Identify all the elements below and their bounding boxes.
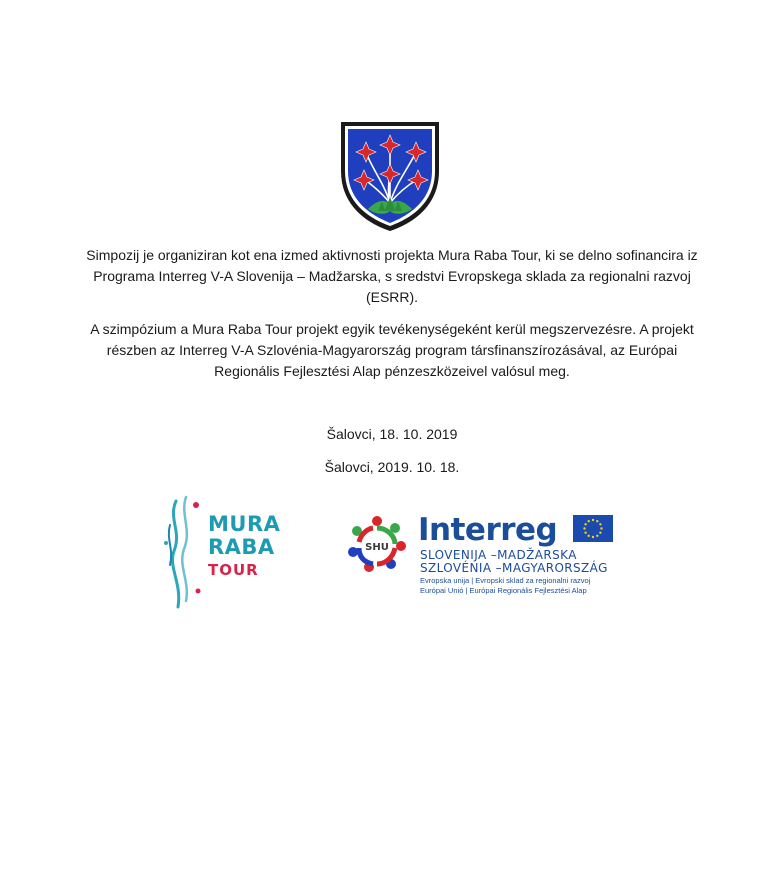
interreg-line-slovenija: SLOVENIJA –MADŽARSKA: [420, 548, 577, 562]
interreg-wordmark: Interreg: [418, 512, 558, 548]
logo-text-tour: TOUR: [208, 561, 259, 579]
paragraph-hungarian: A szimpózium a Mura Raba Tour projekt egyik tevékenységeként kerül megszervezésre. A projekt részben az Interreg V-A Szlovénia-Magyarország program társfinanszírozásával, az Európai Regionális Fejlesztési Alap pénzeszközeivel valósul meg.: [90, 321, 694, 379]
logo-text-raba: RABA: [208, 535, 275, 559]
interreg-line-szlovenia: SZLOVÉNIA –MAGYARORSZÁG: [420, 561, 608, 575]
shu-people-circle-icon: [343, 514, 411, 574]
interreg-logo: [343, 510, 623, 600]
interreg-subline-si: Evropska unija | Evropski sklad za regionalni razvoj: [420, 576, 591, 585]
logo-text-mura: MURA: [208, 512, 281, 536]
coat-of-arms-icon: [338, 119, 442, 233]
mura-raba-tour-logo: [162, 495, 287, 613]
shu-label: SHU: [365, 542, 389, 553]
interreg-subline-hu: Európai Unió | Európai Regionális Fejlesztési Alap: [420, 586, 587, 595]
eu-flag-icon: [573, 515, 613, 542]
date-slovenian: Šalovci, 18. 10. 2019: [326, 426, 458, 442]
date-hungarian: Šalovci, 2019. 10. 18.: [324, 459, 460, 475]
paragraph-slovenian: Simpozij je organiziran kot ena izmed aktivnosti projekta Mura Raba Tour, ki se delno sofinancira iz Programa Interreg V-A Slovenija – Madžarska, s sredstvi Evropskega sklada za regionalni razvoj (ESRR).: [86, 247, 698, 305]
river-waves-icon: [162, 495, 208, 613]
